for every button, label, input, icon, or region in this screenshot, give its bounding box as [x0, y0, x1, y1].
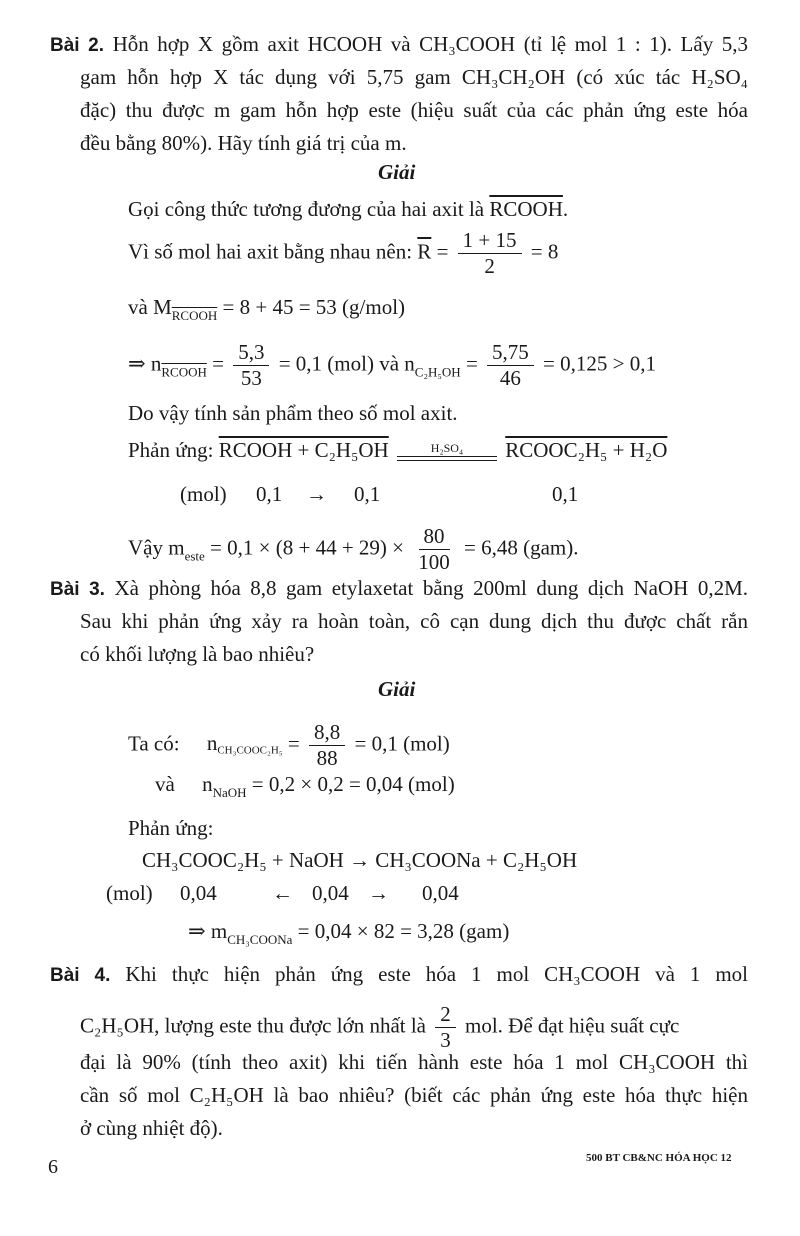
t2-end: = 0,2 × 0,2 = 0,04 (mol) — [251, 772, 455, 796]
problem2-step2: Vì số mol hai axit bằng nhau nên: $\overline{R}$ = $\frac{1 + 15}{2}$ = 8 — [128, 228, 559, 278]
problem2-line4: đều bằng 80%). Hãy tính giá trị của m. — [80, 131, 407, 155]
t5-a1: ← — [272, 881, 293, 905]
t5-v2: 0,04 — [312, 881, 349, 905]
problem2-heading: Giải — [378, 160, 416, 184]
t1-sub: CH₃COOC₂H₅ — [217, 744, 283, 757]
s4-sub2: C₂H₅OH — [414, 364, 461, 380]
s8-num: 80 — [419, 524, 450, 550]
problem2-step3 — [128, 291, 405, 332]
problem3-text1: Xà phòng hóa 8,8 gam etylaxetat bằng 200ml dung dịch NaOH 0,2M. — [114, 576, 749, 600]
s6-left: RCOOH + C₂H₅OH — [218, 438, 389, 462]
s8-den: 100 — [418, 550, 450, 574]
s3-prefix: và M — [128, 295, 172, 319]
problem2-reaction — [128, 434, 667, 467]
problem3-t3: Phản ứng: — [128, 816, 214, 840]
t1-den: 88 — [316, 746, 338, 770]
s2-num: 1 + 15 — [458, 228, 522, 254]
problem2-line3: đặc) thu được m gam hỗn hợp este (hiệu suất của các phản ứng este hóa — [80, 98, 748, 122]
t2-n: n — [202, 772, 213, 796]
problem3-t1: Ta có: nCH₃COOC₂H₅ = $\frac{8,8}{88}$ = 0,1 (mol) — [128, 720, 450, 770]
s6-label: Phản ứng: — [128, 438, 214, 462]
t1-label: Ta có: — [128, 731, 180, 756]
s4-den2: 46 — [499, 366, 521, 390]
s1-text: Gọi công thức tương đương của hai axit là — [128, 197, 485, 221]
problem3-t6 — [188, 915, 509, 956]
s3-sub: RCOOH — [171, 308, 218, 323]
problem3-line2: Sau khi phản ứng xảy ra hoàn toàn, cô cạn dung dịch thu được chất rắn — [80, 609, 748, 633]
t2-label: và — [155, 772, 175, 796]
problem4-line3: đại là 90% (tính theo axit) khi tiến hành este hóa 1 mol CH₃COOH thì — [80, 1050, 748, 1074]
problem3-line1 — [50, 572, 748, 606]
s4-fraction2 — [487, 340, 534, 391]
s2-r: $\overline{R}$ — [417, 239, 432, 264]
problem3-line3: có khối lượng là bao nhiêu? — [80, 642, 315, 666]
s3-rest: = 8 + 45 = 53 (g/mol) — [222, 295, 406, 319]
t2-sub: NaOH — [212, 785, 247, 800]
problem4-label: Bài 4. — [50, 965, 111, 986]
s8-prefix: Vậy m — [128, 535, 185, 560]
t5-v3: 0,04 — [422, 881, 459, 905]
problem3-t4: CH₃COOC₂H₅ + NaOH → CH₃COONa + C₂H₅OH — [142, 848, 578, 872]
s7-arrow: → — [306, 482, 327, 506]
problem3-t2 — [155, 768, 455, 809]
s8-sub: este — [184, 548, 205, 564]
page-number: 6 — [48, 1156, 58, 1178]
problem2-step8 — [128, 524, 579, 575]
problem3-heading: Giải — [378, 677, 416, 701]
t5-mol: (mol) — [106, 881, 153, 905]
t5-a2: → — [368, 881, 389, 905]
t6-sub: CH₃COONa — [227, 932, 293, 947]
s4-end: = 0,125 > 0,1 — [543, 351, 656, 376]
problem2-line1 — [50, 28, 748, 62]
s1-formula: RCOOH — [489, 197, 563, 221]
s2-den: 2 — [484, 254, 495, 278]
s6-right: RCOOC₂H₅ + H₂O — [505, 438, 668, 462]
s6-catalyst: H₂SO₄ — [430, 440, 464, 455]
problem4-text1: Khi thực hiện phản ứng este hóa 1 mol CH₃COOH và 1 mol — [125, 962, 748, 986]
problem2-text1: Hỗn hợp X gồm axit HCOOH và CH₃COOH (tỉ lệ mol 1 : 1). Lấy 5,3 — [112, 32, 749, 56]
s7-v2: 0,1 — [354, 482, 381, 506]
book-title: 500 BT CB&NC HÓA HỌC 12 — [586, 1152, 732, 1164]
t1-end: = 0,1 (mol) — [354, 731, 450, 756]
s1-end: . — [562, 197, 569, 221]
t1-n: n — [206, 731, 218, 756]
problem2-label: Bài 2. — [50, 35, 104, 56]
problem4-line4: cần số mol C₂H₅OH là bao nhiêu? (biết các phản ứng este hóa thực hiện — [80, 1083, 748, 1107]
problem4-line1 — [50, 958, 748, 992]
t5-v1: 0,04 — [180, 881, 217, 905]
s4-num2: 5,75 — [487, 340, 534, 366]
s2-result: = 8 — [530, 239, 559, 264]
s2-text: Vì số mol hai axit bằng nhau nên: — [128, 239, 413, 264]
p4-line2-a: C₂H₅OH, lượng este thu được lớn nhất là — [80, 1013, 427, 1038]
s4-den1: 53 — [240, 366, 262, 390]
double-arrow-icon — [397, 455, 497, 463]
s4-prefix: ⇒ n — [128, 351, 162, 376]
s4-fraction1 — [233, 340, 269, 391]
t1-fraction — [309, 720, 345, 771]
problem2-step4: ⇒ $n_{RCOOH}$ = $\frac{5,3}{53}$ = 0,1 (mol) và $n_{C_2H_5OH}$ = $\frac{5,75}{46}$ = 0,125 > 0,1 — [128, 340, 656, 390]
s8-end: = 6,48 (gam). — [464, 535, 579, 560]
s4-sub: RCOOH — [161, 364, 207, 380]
s4-num1: 5,3 — [233, 340, 269, 366]
p4-line2-b: mol. Để đạt hiệu suất cực — [465, 1013, 680, 1038]
t1-num: 8,8 — [309, 720, 345, 746]
s7-v1: 0,1 — [256, 482, 283, 506]
s8-mid: = 0,1 × (8 + 44 + 29) × — [210, 535, 404, 560]
s7-mol: (mol) — [180, 482, 227, 506]
s7-v3: 0,1 — [552, 482, 579, 506]
s2-fraction — [458, 228, 522, 279]
s4-mid: = 0,1 (mol) và n — [278, 351, 415, 376]
t6-end: = 0,04 × 82 = 3,28 (gam) — [297, 919, 510, 943]
p4-den: 3 — [440, 1028, 451, 1052]
problem2-step5: Do vậy tính sản phẩm theo số mol axit. — [128, 401, 458, 425]
equilibrium-arrow — [397, 442, 497, 463]
problem3-label: Bài 3. — [50, 579, 105, 600]
problem2-line2: gam hỗn hợp X tác dụng với 5,75 gam CH₃CH₂OH (có xúc tác H₂SO₄ — [80, 65, 748, 89]
s8-fraction — [413, 524, 455, 575]
t6-prefix: ⇒ m — [188, 919, 228, 943]
problem4-line5: ở cùng nhiệt độ). — [80, 1116, 223, 1140]
problem2-step1 — [128, 193, 568, 226]
p4-num: 2 — [435, 1002, 456, 1028]
